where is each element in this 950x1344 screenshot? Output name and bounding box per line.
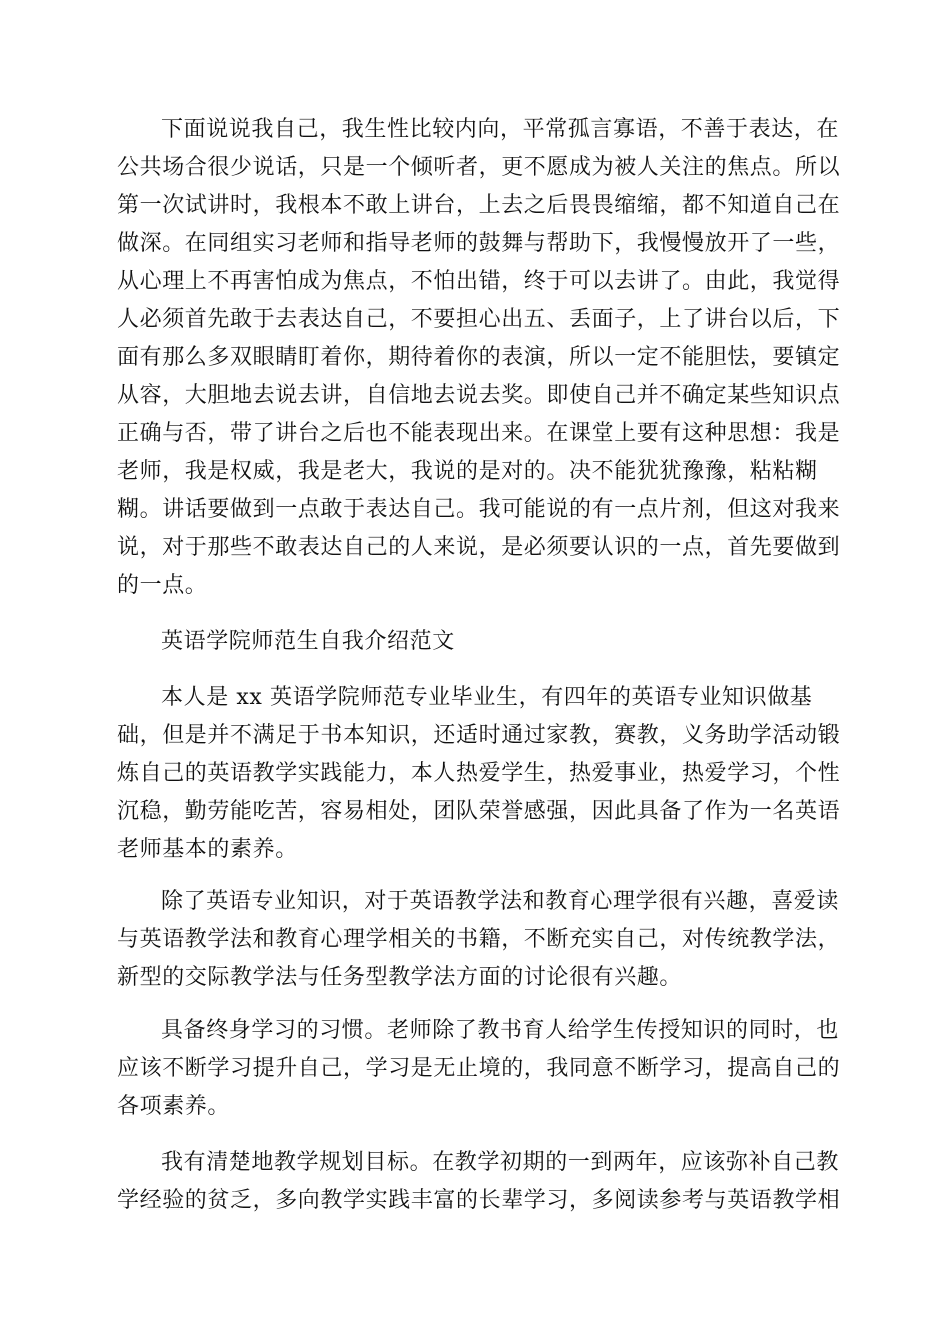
paragraph-1-line-12: 说，对于那些不敢表达自己的人来说，是必须要认识的一点，首先要做到 [117,535,841,560]
paragraph-2-line-5: 老师基本的素养。 [117,837,298,862]
paragraph-1-line-8: 从容，大胆地去说去讲，自信地去说去奖。即使自己并不确定某些知识点 [117,383,841,408]
paragraph-1-line-11: 糊。讲话要做到一点敢于表达自己。我可能说的有一点片剂，但这对我来 [117,497,841,522]
paragraph-1-line-1: 下面说说我自己，我生性比较内向，平常孤言寡语，不善于表达，在 [161,117,840,142]
paragraph-1-line-10: 老师，我是权威，我是老大，我说的是对的。决不能犹犹豫豫，粘粘糊 [117,459,818,484]
paragraph-1-line-2: 公共场合很少说话，只是一个倾听者，更不愿成为被人关注的焦点。所以 [117,155,841,180]
paragraph-2-line-1: 本人是 xx 英语学院师范专业毕业生，有四年的英语专业知识做基 [161,685,813,710]
paragraph-2-line-2: 础，但是并不满足于书本知识，还适时通过家教，赛教，义务助学活动锻 [117,723,841,748]
paragraph-1-line-3: 第一次试讲时，我根本不敢上讲台，上去之后畏畏缩缩，都不知道自己在 [117,193,841,218]
section-title: 英语学院师范生自我介绍范文 [161,629,455,654]
paragraph-1-line-7: 面有那么多双眼睛盯着你，期待着你的表演，所以一定不能胆怯，要镇定 [117,345,841,370]
paragraph-4-line-1: 具备终身学习的习惯。老师除了教书育人给学生传授知识的同时，也 [161,1018,840,1043]
paragraph-1-line-5: 从心理上不再害怕成为焦点，不怕出错，终于可以去讲了。由此，我觉得 [117,269,841,294]
paragraph-5-line-1: 我有清楚地教学规划目标。在教学初期的一到两年，应该弥补自己教 [161,1150,840,1175]
paragraph-4-line-2: 应该不断学习提升自己，学习是无止境的，我同意不断学习，提高自己的 [117,1056,841,1081]
paragraph-2-line-4: 沉稳，勤劳能吃苦，容易相处，团队荣誉感强，因此具备了作为一名英语 [117,799,841,824]
paragraph-3-line-2: 与英语教学法和教育心理学相关的书籍，不断充实自己，对传统教学法， [117,927,841,952]
paragraph-3-line-1: 除了英语专业知识，对于英语教学法和教育心理学很有兴趣，喜爱读 [161,889,840,914]
paragraph-1-line-9: 正确与否，带了讲台之后也不能表现出来。在课堂上要有这种思想：我是 [117,421,841,446]
paragraph-2-line-3: 炼自己的英语教学实践能力，本人热爱学生，热爱事业，热爱学习，个性 [117,761,841,786]
paragraph-4-line-3: 各项素养。 [117,1094,231,1119]
paragraph-1-line-6: 人必须首先敢于去表达自己，不要担心出五、丢面子，上了讲台以后，下 [117,307,841,332]
paragraph-3-line-3: 新型的交际教学法与任务型教学法方面的讨论很有兴趣。 [117,965,683,990]
paragraph-1-line-4: 做深。在同组实习老师和指导老师的鼓舞与帮助下，我慢慢放开了一些， [117,231,841,256]
paragraph-1-line-13: 的一点。 [117,573,208,598]
paragraph-5-line-2: 学经验的贫乏，多向教学实践丰富的长辈学习，多阅读参考与英语教学相 [117,1188,841,1213]
